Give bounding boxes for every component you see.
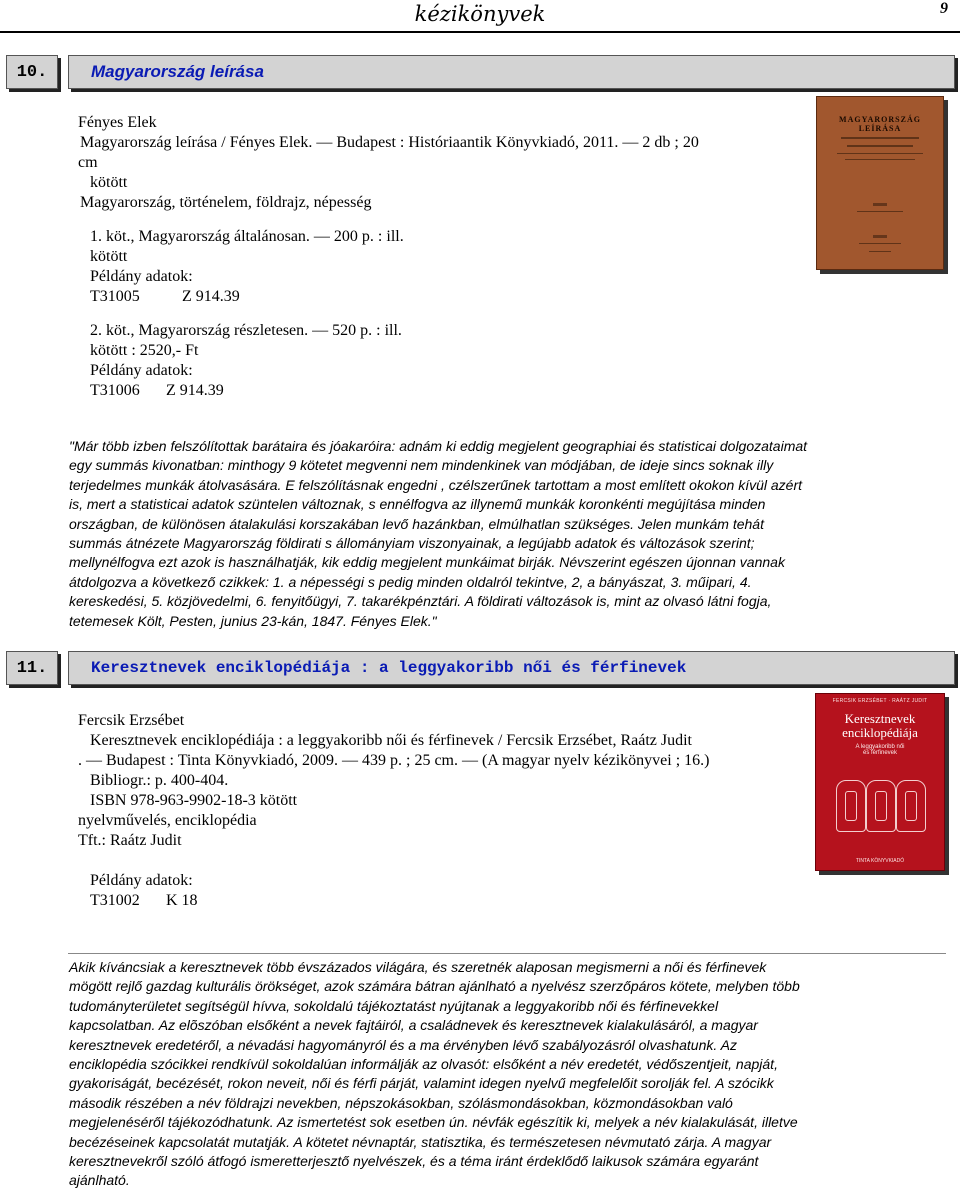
page-number: 9 <box>940 0 948 17</box>
copy-id: T31002 <box>90 892 140 909</box>
abstract-divider <box>68 953 946 954</box>
page-header <box>0 0 960 34</box>
section-number-box <box>6 651 58 685</box>
book-cover-image <box>815 693 945 871</box>
section-header-11 <box>0 651 960 687</box>
abstract-line: keresztnevek eredetéről, a névadási hagyományról és a ma érvényben lévő szabályozásról olvashatunk. Az <box>69 1036 737 1053</box>
record-other-author: Tft.: Raátz Judit <box>78 832 182 849</box>
record-bibliography: Bibliogr.: p. 400-404. <box>90 772 229 789</box>
call-number: Z 914.39 <box>166 382 224 399</box>
cover-authors: FERCSIK ERZSÉBET · RAÁTZ JUDIT <box>832 698 928 704</box>
copy-id: T31006 <box>90 382 140 399</box>
abstract-line: tudományterületet segítségül hívva, sokoldalú tájékoztatást nyújtanak a leggyakoribb női és férfinevekkel <box>69 997 719 1014</box>
section-title: Magyarország leírása <box>91 62 264 81</box>
section-header-10 <box>0 55 960 91</box>
abstract-line: ajánlható. <box>69 1172 130 1189</box>
record-title-line: . — Budapest : Tinta Könyvkiadó, 2009. — 439 p. ; 25 cm. — (A magyar nyelv kézikönyvei ; 16.) <box>78 752 710 769</box>
abstract-line: tetemesek Költ, Pesten, junius 23-kán, 1847. Fényes Elek." <box>69 612 437 629</box>
record-subjects: Magyarország, történelem, földrajz, népesség <box>80 194 372 211</box>
book-abstract-11 <box>69 958 800 1191</box>
abstract-line: második részében a név földrajzi nevekben, népszokásokban, szólásmondásokban, közmondásokban való <box>69 1094 733 1111</box>
abstract-line: egy summás kivonatban: minthogy 9 kötetet megvenni nem mindenkinek van módjában, de ideje sincs soknak illy <box>69 457 774 474</box>
copy-row <box>90 381 699 401</box>
call-number: K 18 <box>166 892 198 909</box>
book-cover-image <box>816 96 944 270</box>
abstract-line: enciklopédia szócikkei rendkívül sokoldalúan informálják az olvasót: elsőként a név eredetét, védőszentjeit, napját, <box>69 1056 778 1073</box>
abstract-line: Akik kíváncsiak a keresztnevek több évszázados világára, és szeretnék alaposan megismerni a női és férfinevek <box>69 959 767 975</box>
abstract-line: is, mert a statisticai adatok szüntelen változnak, s ennélfogva az illynemű munkák koronkénti megújítása minden <box>69 496 766 513</box>
book-abstract-10 <box>69 437 807 631</box>
volume-description: 1. köt., Magyarország általánosan. — 200 p. : ill. <box>90 228 404 245</box>
cover-publisher: TINTA KÖNYVKIADÓ <box>855 858 905 864</box>
section-title-box <box>68 55 955 89</box>
record-author: Fercsik Erzsébet <box>78 712 185 729</box>
copy-label: Példány adatok: <box>90 362 193 379</box>
catalog-record-11 <box>78 711 710 911</box>
abstract-line: keresztnevekről szóló átfogó ismeretterjesztő nyelvészek, és a téma iránt érdeklődő laikusok számára egyaránt <box>69 1153 759 1170</box>
emblem-icon <box>896 780 926 832</box>
copy-row <box>90 891 710 911</box>
volume-description: 2. köt., Magyarország részletesen. — 520 p. : ill. <box>90 322 402 339</box>
abstract-line: kereskedési, 5. közjövedelmi, 6. fenyitőügyi, 7. takarékpénztári. A földirati változások is, mint az olvasó látni fogja, <box>69 593 772 610</box>
cover-title-line: enciklopédiája <box>842 725 918 740</box>
copy-row <box>90 287 699 307</box>
section-number: 10. <box>16 63 48 82</box>
record-title-line: cm <box>78 154 98 171</box>
record-title-line: Keresztnevek enciklopédiája : a leggyakoribb női és férfinevek / Fercsik Erzsébet, Raátz Judit <box>90 732 692 749</box>
cover-title-line: Keresztnevek <box>844 711 916 726</box>
abstract-line: átdolgozva a következő czikkek: 1. a népességi s pedig minden oldalról tekintve, 2, a bányászat, 3. műipari, 4. <box>69 573 752 590</box>
copy-id: T31005 <box>90 288 140 305</box>
cover-title <box>816 712 944 740</box>
abstract-line: országban, de különösen átalakulási korszakában levő hazánkban, elmúlhatlan szükséges. Jelen munkám tehát <box>69 515 764 532</box>
section-title: Keresztnevek enciklopédiája : a leggyakoribb női és férfinevek <box>91 659 687 677</box>
emblem-icon <box>836 780 866 832</box>
cover-title: MAGYARORSZÁG LEÍRÁSA <box>839 115 921 133</box>
copy-label: Példány adatok: <box>90 268 193 285</box>
volume-binding: kötött : 2520,- Ft <box>90 342 199 359</box>
record-isbn: ISBN 978-963-9902-18-3 kötött <box>90 792 298 809</box>
record-subjects: nyelvművelés, enciklopédia <box>78 812 257 829</box>
call-number: Z 914.39 <box>182 288 240 305</box>
section-title-box <box>68 651 955 685</box>
record-author: Fényes Elek <box>78 114 157 131</box>
record-title-line: Magyarország leírása / Fényes Elek. — Budapest : Históriaantik Könyvkiadó, 2011. — 2 db ; 20 <box>80 134 699 151</box>
header-title: kézikönyvek <box>414 2 546 26</box>
emblem-icon <box>866 780 896 832</box>
abstract-line: terjedelmes munkák átolvasására. E felszólításnak engedni , czélszerűnek tartottam a most említett okokon kívül azért <box>69 476 803 493</box>
abstract-line: kapcsolatban. Az elõszóban elsőként a nevek fajtáiról, a családnevek és keresztnevek kialakulásáról, a magyar <box>69 1017 758 1034</box>
abstract-line: megjelenéséről tájékozódhatunk. Az ismertetést sok esetben ún. névfák egészítik ki, melyek a név kialakulását, illetve <box>69 1114 798 1131</box>
abstract-line: mögött rejlő gazdag kulturális örökséget, azok számára bátran ajánlható a nyelvész szerzőpáros kötete, melyben több <box>69 978 800 995</box>
catalog-record-10 <box>78 113 699 401</box>
abstract-line: "Már több izben felszólítottak barátaira és jóakaróira: adnám ki eddig megjelent geographiai és statisticai dolgozataimat <box>69 438 808 454</box>
header-divider <box>0 31 960 33</box>
record-binding: kötött <box>90 174 128 191</box>
cover-subtitle-line: és férfinevek <box>862 750 898 756</box>
volume-binding: kötött <box>90 248 128 265</box>
copy-label: Példány adatok: <box>90 872 193 889</box>
abstract-line: summás átnézete Magyarország földirati s állományiam viszonyainak, a legújabb adatok és változások szerint; <box>69 535 755 552</box>
cover-subtitle-line: A leggyakoribb női <box>855 744 905 750</box>
abstract-line: gyakoriságát, becézését, rokon neveit, női és férfi párját, valamint idegen nyelvű megfelelőit sorolják fel. A szócikk <box>69 1075 774 1092</box>
section-number-box <box>6 55 58 89</box>
section-number: 11. <box>16 659 48 678</box>
abstract-line: mellynélfogva ezt azok is használhatják, kik eddig megjelent munkáimat birják. Névszerint egészen újonnan vannak <box>69 554 785 571</box>
abstract-line: becézéseinek kapcsolatát mutatják. A kötetet névnaptár, statisztika, és természetesen névmutató zárja. A magyar <box>69 1133 772 1150</box>
cover-subtitle <box>816 744 944 756</box>
